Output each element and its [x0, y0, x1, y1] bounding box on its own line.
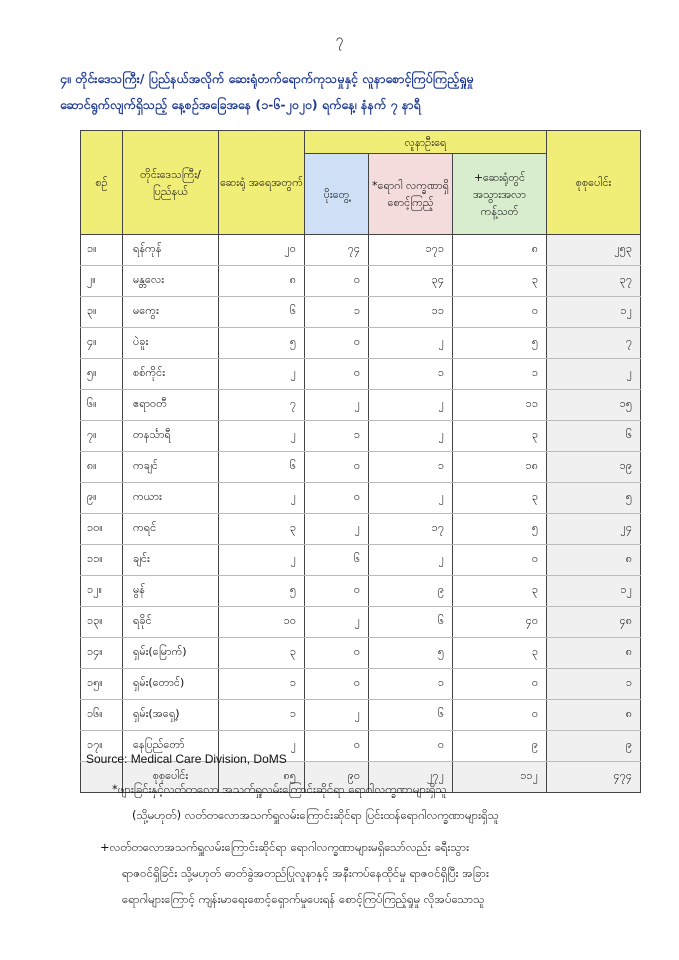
header-hospitals: ဆေးရုံ အရေအတွက်: [219, 131, 305, 235]
cell-hospitals: ၂: [219, 545, 305, 576]
cell-total: ၄၈: [547, 607, 641, 638]
cell-hospitals: ၃: [219, 638, 305, 669]
table-row: [81, 545, 641, 576]
cell-total: ၂: [547, 359, 641, 390]
cell-serial: ၅။: [81, 359, 123, 390]
cell-hospitals: ၂: [219, 731, 305, 762]
cell-serial: ၁၇။: [81, 731, 123, 762]
table-row: [81, 638, 641, 669]
cell-symptomatic: ၁၁: [369, 297, 453, 328]
cell-contacts: ၀: [453, 545, 547, 576]
cell-confirmed: ၆: [305, 545, 369, 576]
cell-region: ချင်း: [123, 545, 219, 576]
cell-hospitals: ၆: [219, 452, 305, 483]
cell-confirmed: ၀: [305, 576, 369, 607]
header-patients-group: လူနာဦးရေ: [305, 131, 547, 154]
cell-total: ၁၂: [547, 297, 641, 328]
cell-serial: ၁၄။: [81, 638, 123, 669]
table-row: [81, 452, 641, 483]
footnote-plus-line-1: +လတ်တလောအသက်ရှူလမ်းကြောင်းဆိုင်ရာ ရောဂါလက္ခဏာများမရှိသော်လည်း ခရီးသွား: [100, 840, 470, 854]
cell-symptomatic: ၂: [369, 390, 453, 421]
totals-symptomatic: ၂၇၂: [369, 762, 453, 793]
cell-region: ရှမ်း(အရှေ့): [123, 700, 219, 731]
table-row: [81, 483, 641, 514]
cell-hospitals: ၃: [219, 514, 305, 545]
cell-confirmed: ၇၄: [305, 235, 369, 266]
table-row: [81, 514, 641, 545]
header-contacts: +ဆေးရုံတွင် အသွားအလာ ကန့်သတ်: [453, 154, 547, 235]
cell-serial: ၁၅။: [81, 669, 123, 700]
cell-confirmed: ၀: [305, 328, 369, 359]
footnote-star-line-1: *ဖျားခြင်းနှင့်လတ်တလော အသက်ရှူလမ်းကြောင်းဆိုင်ရာ ရောဂါလက္ခဏာများရှိသူ: [112, 782, 447, 796]
cell-total: ၅: [547, 483, 641, 514]
cell-contacts: ၃: [453, 576, 547, 607]
cell-serial: ၈။: [81, 452, 123, 483]
cell-symptomatic: ၂: [369, 545, 453, 576]
cell-hospitals: ၇: [219, 390, 305, 421]
cell-symptomatic: ၅: [369, 638, 453, 669]
cell-total: ၂၅၃: [547, 235, 641, 266]
header-serial: စဉ်: [81, 131, 123, 235]
cell-region: ကချင်: [123, 452, 219, 483]
cell-total: ၁၉: [547, 452, 641, 483]
cell-symptomatic: ၆: [369, 700, 453, 731]
page-title: [60, 66, 650, 118]
totals-confirmed: ၉၀: [305, 762, 369, 793]
table-row: [81, 576, 641, 607]
cell-serial: ၁၆။: [81, 700, 123, 731]
cell-region: စစ်ကိုင်း: [123, 359, 219, 390]
cell-region: ပဲခူး: [123, 328, 219, 359]
cell-contacts: ၀: [453, 700, 547, 731]
table-row: [81, 669, 641, 700]
cell-serial: ၁၀။: [81, 514, 123, 545]
table-row: [81, 700, 641, 731]
cell-total: ၈: [547, 700, 641, 731]
cell-symptomatic: ၁၇၁: [369, 235, 453, 266]
cell-region: ကယား: [123, 483, 219, 514]
cell-region: နေပြည်တော်: [123, 731, 219, 762]
header-total: စုစုပေါင်း: [547, 131, 641, 235]
cell-contacts: ၁: [453, 359, 547, 390]
cell-hospitals: ၂၀: [219, 235, 305, 266]
totals-contacts: ၁၁၂: [453, 762, 547, 793]
cell-region: မွန်: [123, 576, 219, 607]
cell-confirmed: ၂: [305, 514, 369, 545]
cell-symptomatic: ၃၄: [369, 266, 453, 297]
header-symptomatic: *ရောဂါ လက္ခဏာရှိ စောင့်ကြည့်: [369, 154, 453, 235]
cell-serial: ၃။: [81, 297, 123, 328]
cell-total: ၃၇: [547, 266, 641, 297]
header-confirmed: ပိုးတွေ့: [305, 154, 369, 235]
footnote-plus-line-2: ရာဇဝင်ရှိခြင်း သို့မဟုတ် ဓာတ်ခွဲအတည်ပြုလူနာနှင့် အနီးကပ်နေထိုင်မှု ရာဇဝင်ရှိပြီး အခြား: [122, 866, 489, 880]
cell-contacts: ၅: [453, 514, 547, 545]
cell-total: ၁: [547, 669, 641, 700]
cell-serial: ၇။: [81, 421, 123, 452]
cell-total: ၆: [547, 421, 641, 452]
table-row: [81, 235, 641, 266]
totals-total: ၄၇၄: [547, 762, 641, 793]
cell-region: ကရင်: [123, 514, 219, 545]
cell-hospitals: ၆: [219, 297, 305, 328]
cell-contacts: ၃: [453, 638, 547, 669]
cell-region: ဧရာဝတီ: [123, 390, 219, 421]
cell-hospitals: ၂: [219, 483, 305, 514]
cell-region: မန္တလေး: [123, 266, 219, 297]
cell-symptomatic: ၉: [369, 576, 453, 607]
cell-contacts: ၃: [453, 483, 547, 514]
cell-confirmed: ၀: [305, 483, 369, 514]
cell-serial: ၁၁။: [81, 545, 123, 576]
cell-region: ရန်ကုန်: [123, 235, 219, 266]
cell-hospitals: ၂: [219, 421, 305, 452]
cell-region: ရခိုင်: [123, 607, 219, 638]
cell-contacts: ၈: [453, 235, 547, 266]
source-note: Source: Medical Care Division, DoMS: [86, 752, 287, 766]
cell-confirmed: ၀: [305, 669, 369, 700]
totals-hospitals: ၈၅: [219, 762, 305, 793]
cell-hospitals: ၅: [219, 576, 305, 607]
footnote-plus-line-3: ရောဂါများကြောင့် ကျန်းမာရေးစောင့်ရှောက်မှုပေးရန် စောင့်ကြပ်ကြည့်ရှုမှု လိုအပ်သောသူ: [122, 892, 485, 906]
cell-contacts: ၃: [453, 266, 547, 297]
cell-contacts: ၃: [453, 421, 547, 452]
cell-region: ရှမ်း(မြောက်): [123, 638, 219, 669]
cell-confirmed: ၁: [305, 421, 369, 452]
cell-region: တနင်္သာရီ: [123, 421, 219, 452]
cell-contacts: ၅: [453, 328, 547, 359]
cell-contacts: ၉: [453, 731, 547, 762]
title-line-2: ဆောင်ရွက်လျက်ရှိသည့် နေ့စဉ်အခြေအနေ (၁-၆-၂၀၂၀) ရက်နေ့၊ နံနက် ၇ နာရီ: [60, 97, 421, 112]
cell-hospitals: ၁၀: [219, 607, 305, 638]
cell-region: ရှမ်း(တောင်): [123, 669, 219, 700]
cell-hospitals: ၁: [219, 700, 305, 731]
cell-total: ၇: [547, 328, 641, 359]
cell-confirmed: ၁: [305, 297, 369, 328]
cell-contacts: ၁၈: [453, 452, 547, 483]
cell-serial: ၁။: [81, 235, 123, 266]
cell-serial: ၆။: [81, 390, 123, 421]
cell-confirmed: ၀: [305, 452, 369, 483]
cell-serial: ၄။: [81, 328, 123, 359]
cell-region: မကွေး: [123, 297, 219, 328]
cell-serial: ၉။: [81, 483, 123, 514]
cell-symptomatic: ၂: [369, 483, 453, 514]
title-line-1: ၄။ တိုင်းဒေသကြီး/ ပြည်နယ်အလိုက် ဆေးရုံတက်ရောက်ကုသမှုနှင့် လူနာစောင့်ကြပ်ကြည့်ရှုမှု: [60, 71, 474, 86]
cell-total: ၁၂: [547, 576, 641, 607]
cell-serial: ၁၃။: [81, 607, 123, 638]
table-row: [81, 390, 641, 421]
table-row: [81, 297, 641, 328]
cell-hospitals: ၈: [219, 266, 305, 297]
cell-symptomatic: ၆: [369, 607, 453, 638]
cell-contacts: ၀: [453, 297, 547, 328]
cell-confirmed: ၂: [305, 390, 369, 421]
table-row: [81, 359, 641, 390]
hospital-status-table: [80, 130, 641, 793]
table-row: [81, 266, 641, 297]
cell-hospitals: ၁: [219, 669, 305, 700]
cell-contacts: ၁၁: [453, 390, 547, 421]
header-region: တိုင်းဒေသကြီး/ ပြည်နယ်: [123, 131, 219, 235]
table-row: [81, 421, 641, 452]
cell-symptomatic: ၁: [369, 359, 453, 390]
cell-hospitals: ၅: [219, 328, 305, 359]
cell-symptomatic: ၂: [369, 328, 453, 359]
cell-hospitals: ၂: [219, 359, 305, 390]
cell-total: ၁၅: [547, 390, 641, 421]
totals-label: စုစုပေါင်း: [123, 762, 219, 793]
cell-confirmed: ၀: [305, 731, 369, 762]
footnote-star-line-2: (သို့မဟုတ်) လတ်တလောအသက်ရှူလမ်းကြောင်းဆိုင်ရာ ပြင်းထန်ရောဂါလက္ခဏာများရှိသူ: [132, 808, 499, 822]
cell-confirmed: ၀: [305, 359, 369, 390]
table-row: [81, 607, 641, 638]
cell-confirmed: ၂: [305, 607, 369, 638]
cell-confirmed: ၂: [305, 700, 369, 731]
cell-total: ၈: [547, 545, 641, 576]
cell-total: ၉: [547, 731, 641, 762]
cell-contacts: ၄၀: [453, 607, 547, 638]
cell-symptomatic: ၀: [369, 731, 453, 762]
cell-serial: ၂။: [81, 266, 123, 297]
cell-contacts: ၀: [453, 669, 547, 700]
cell-confirmed: ၀: [305, 266, 369, 297]
cell-symptomatic: ၁: [369, 669, 453, 700]
cell-symptomatic: ၁၇: [369, 514, 453, 545]
table-row: [81, 328, 641, 359]
cell-confirmed: ၀: [305, 638, 369, 669]
cell-serial: ၁၂။: [81, 576, 123, 607]
cell-symptomatic: ၂: [369, 421, 453, 452]
cell-total: ၈: [547, 638, 641, 669]
cell-total: ၂၄: [547, 514, 641, 545]
page-number: ၇: [335, 32, 344, 48]
cell-symptomatic: ၁: [369, 452, 453, 483]
